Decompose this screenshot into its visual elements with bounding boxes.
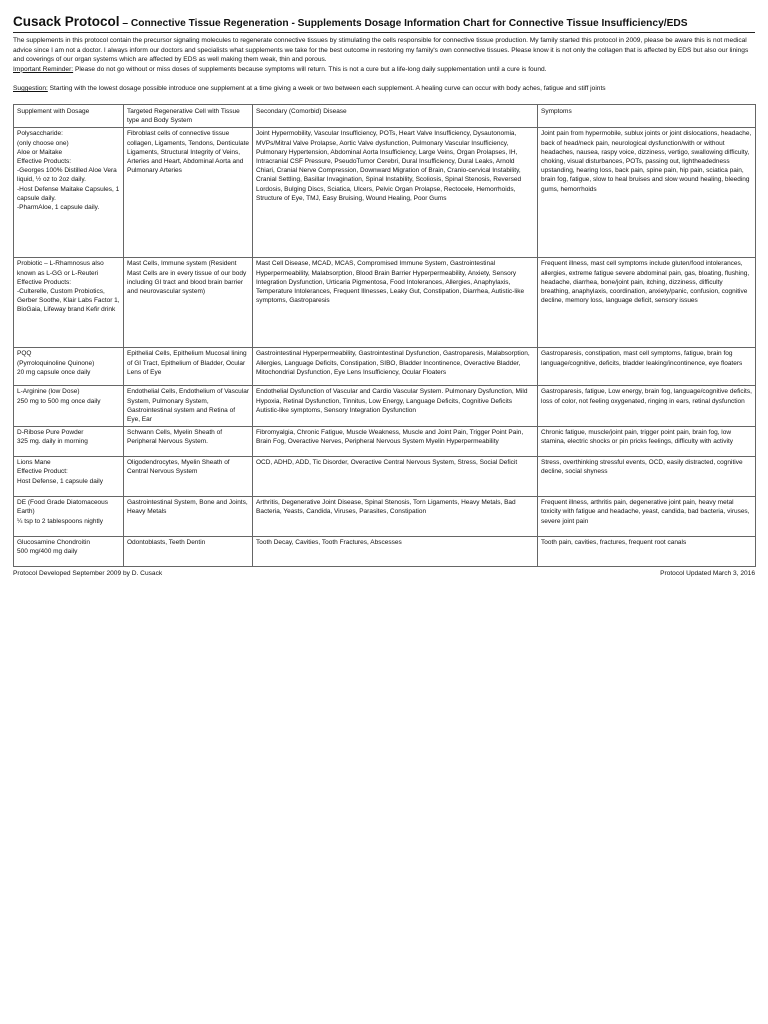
supplement-line: (Pyrroloquinoline Quinone) (17, 359, 95, 367)
intro-paragraph (13, 36, 755, 74)
header-supplement: Supplement with Dosage (14, 104, 124, 127)
supplement-line: 250 mg to 500 mg once daily (17, 397, 101, 405)
supplement-cell (14, 457, 124, 497)
disease-cell: OCD, ADHD, ADD, Tic Disorder, Overactive Central Nervous System, Stress, Social Deficit (253, 457, 538, 497)
supplement-line: -Host Defense Maitake Capsules, 1 capsule daily. (17, 185, 120, 202)
title-sub: – Connective Tissue Regeneration - Supplements Dosage Information Chart for Connective Tissue Insufficiency/EDS (119, 18, 688, 29)
supplement-cell (14, 497, 124, 537)
supplement-line: (only choose one) (17, 139, 69, 147)
supplement-line: -PharmAloe, 1 capsule daily. (17, 204, 100, 211)
supplement-cell (14, 128, 124, 258)
footer-right: Protocol Updated March 3, 2016 (660, 570, 755, 578)
document-title (13, 14, 755, 33)
header-disease: Secondary (Comorbid) Disease (253, 104, 538, 127)
symptoms-cell: Gastroparesis, constipation, mast cell symptoms, fatigue, brain fog language/cognitive, deficits, bladder leaking/incontinence, eye floaters (538, 348, 756, 386)
supplement-line: Host Defense, 1 capsule daily (17, 477, 103, 485)
symptoms-cell: Frequent illness, mast cell symptoms include gluten/food intolerances, allergies, extreme fatigue severe abdominal pain, gas, bloating, flushing, headache, diarrhea, bone/joint pain, itching, dizziness, difficulty breathing, anaphylaxis, coordination, anxiety/panic, confusion, cognitive decline, memory loss, language deficit, sensory issues (538, 258, 756, 348)
supplement-line: Effective Products: (17, 157, 72, 165)
table-header-row (14, 104, 756, 127)
supplement-cell (14, 348, 124, 386)
target-cell: Schwann Cells, Myelin Sheath of Peripheral Nervous System. (124, 427, 253, 457)
supplement-line: -Culterelle, Custom Probiotics, Gerber Soothe, Klair Labs Factor 1, BioGaia, Lifeway brand Kefir drink (17, 287, 120, 314)
supplement-line: DE (Food Grade Diatomaceous Earth) (17, 499, 109, 516)
disease-cell: Joint Hypermobility, Vascular Insufficiency, POTs, Heart Valve Insufficiency, Dysautonomia, MVPs/Mitral Valve Prolapse, Aortic Valve dysfunction, Pulmonary Vascular Insufficiency, Pulmonary Hypertension, Abdominal Aorta Insufficiency, Large Veins, Organ Prolapses, IH, Intracranial CSF Pressure, PseudoTumor Cerebri, Dural Insufficiency, Dural Leaks, Arnold Chiari, Cranial Nerve Compression, Downward Migration of Brain, Cranio-cervical Instability, Cranial Settling, Basillar Invagination, Spinal Instability, Scoliosis, Spinal Stenosis, Reversed Lordosis, Bulging Discs, Sciatica, Ulcers, Pelvic Organ Prolapse, Rectocele, Hemorrhoids, Structure of Eye, TMJ, Easy Bruising, Wound Healing, Poor Gums (253, 128, 538, 258)
disease-cell: Fibromyalgia, Chronic Fatigue, Muscle Weakness, Muscle and Joint Pain, Trigger Point Pain, Brain Fog, Overactive Nerves, Peripheral Nervous System Myelin Hyperpermeability (253, 427, 538, 457)
table-row (14, 386, 756, 427)
target-cell: Gastrointestinal System, Bone and Joints, Heavy Metals (124, 497, 253, 537)
table-row (14, 348, 756, 386)
footer (13, 570, 755, 577)
title-main: Cusack Protocol (13, 14, 120, 29)
target-cell: Oligodendrocytes, Myelin Sheath of Central Nervous System (124, 457, 253, 497)
header-target-cell: Targeted Regenerative Cell with Tissue type and Body System (124, 104, 253, 127)
table-row (14, 427, 756, 457)
supplement-cell (14, 258, 124, 348)
disease-cell: Arthritis, Degenerative Joint Disease, Spinal Stenosis, Torn Ligaments, Heavy Metals, Bad Bacteria, Yeasts, Candida, Viruses, Parasites, Constipation (253, 497, 538, 537)
disease-cell: Gastrointestinal Hyperpermeability, Gastrointestinal Dysfunction, Gastroparesis, Malabsorption, Allergies, Language Deficits, Constipation, SIBO, Bladder Incontinence, Overactive Bladder, Mitochondrial Dysfunction, Eye Lens Insufficiency, Ocular Floaters (253, 348, 538, 386)
symptoms-cell: Chronic fatigue, muscle/joint pain, trigger point pain, brain fog, low stamina, electric shocks or pin pricks feelings, difficulty with activity (538, 427, 756, 457)
reminder-label: Important Reminder: (13, 65, 74, 73)
supplement-line: L-Arginine (low Dose) (17, 388, 80, 396)
supplement-line: -Georges 100% Distilled Aloe Vera liquid, ½ oz to 2oz daily. (17, 167, 117, 184)
table-row (14, 128, 756, 258)
suggestion-label: Suggestion: (13, 85, 48, 93)
table-body (14, 128, 756, 567)
supplement-cell (14, 537, 124, 567)
table-row (14, 537, 756, 567)
supplement-line: Lions Mane (17, 459, 51, 467)
target-cell: Mast Cells, Immune system (Resident Mast Cells are in every tissue of our body including GI tract and blood brain barrier and neurovascular system) (124, 258, 253, 348)
supplement-cell (14, 427, 124, 457)
symptoms-cell: Gastroparesis, fatigue, Low energy, brain fog, language/cognitive deficits, loss of color, not feeling oxygenated, ringing in ears, retinal dysfunction (538, 386, 756, 427)
intro-text: The supplements in this protocol contain the precursor signaling molecules to regenerate connective tissues by stimulating the cells responsible for connective tissue production. My family started this protocol in 2009, please be aware this is not medical advice since I am not a doctor. I always inform our doctors and specialists what supplements we take for the best outcome in restoring my family's own connective tissues. Please know it is not only the collagen that is affected by EDS but also our linings and coverings of our organ systems which are affected by EDS as well making them weak, thin and porous. (13, 37, 749, 64)
supplement-line: 20 mg capsule once daily (17, 368, 91, 376)
supplement-line: 500 mg/400 mg daily (17, 548, 78, 556)
supplement-line: Aloe or Maitake (17, 148, 63, 156)
supplement-cell (14, 386, 124, 427)
disease-cell: Endothelial Dysfunction of Vascular and Cardio Vascular System. Pulmonary Dysfunction, Mild Hypoxia, Retinal Dysfunction, Tinnitus, Low Energy, Language Deficits, Cognitive Deficits Autistic-like symptoms, Sensory Integration Dysfunction (253, 386, 538, 427)
supplement-line: Polysaccharide: (17, 130, 63, 138)
suggestion-paragraph (13, 84, 755, 94)
dosage-table (13, 104, 756, 567)
supplement-line: Effective Product: (17, 468, 68, 476)
disease-cell: Tooth Decay, Cavities, Tooth Fractures, Abscesses (253, 537, 538, 567)
symptoms-cell: Stress, overthinking stressful events, OCD, easily distracted, cognitive decline, social shyness (538, 457, 756, 497)
document-page (13, 14, 755, 577)
supplement-line: D-Ribose Pure Powder (17, 429, 84, 437)
symptoms-cell: Tooth pain, cavities, fractures, frequent root canals (538, 537, 756, 567)
supplement-line: Effective Products: (17, 278, 72, 286)
suggestion-text: Starting with the lowest dosage possible introduce one supplement at a time giving a week or two between each supplement. A healing curve can occur with body aches, fatigue and stiff joints (47, 85, 606, 93)
symptoms-cell: Frequent illness, arthritis pain, degenerative joint pain, heavy metal toxicity with fatigue and headache, yeast, candida, bad bacteria, viruses, severe joint pain (538, 497, 756, 537)
target-cell: Endothelial Cells, Endothelium of Vascular System, Pulmonary System, Gastrointestinal system and Retina of Eye, Ear (124, 386, 253, 427)
supplement-line: Probiotic – L-Rhamnosus also known as L-GG or L-Reuteri (17, 260, 104, 277)
target-cell: Fibroblast cells of connective tissue collagen, Ligaments, Tendons, Denticulate Ligaments, Structural Integrity of Veins, Arteries and Heart, Abdominal Aorta and Pulmonary Arteries (124, 128, 253, 258)
header-symptoms: Symptoms (538, 104, 756, 127)
reminder-text: Please do not go without or miss doses of supplements because symptoms will return. This is not a cure but a life-long daily supplementation until a cure is found. (73, 65, 547, 73)
footer-left: Protocol Developed September 2009 by D. Cusack (13, 570, 163, 578)
disease-cell: Mast Cell Disease, MCAD, MCAS, Compromised Immune System, Gastrointestinal Hyperpermeability, Malabsorption, Blood Brain Barrier Hyperpermeability, Anxiety, Sensory Integration Dysfunction, Urticaria Pigmentosa, Food Intolerances, Allergies, Anaphylaxis, Temperature Intolerances, Frequent Illnesses, Leaky Gut, Constipation, Diarrhea, Autistic-like symptoms, Gastroparesis (253, 258, 538, 348)
supplement-line: Glucosamine Chondroitin (17, 539, 90, 547)
supplement-line: 325 mg. daily in morning (17, 438, 88, 446)
symptoms-cell: Joint pain from hypermobile, sublux joints or joint dislocations, headache, back of head/neck pain, neurological dysfunction/with or without headaches, nausea, raspy voice, dizziness, vertigo, swallowing difficulty, choking, visual disturbances, POTs, passing out, lightheadedness upstanding, hearing loss, back pain, spine pain, hip pain, sciatica pain, brain fog, fatigue, slow to heal bruises and slow wound healing, bleeding gums, hemorrhoids (538, 128, 756, 258)
target-cell: Epithelial Cells, Epithelium Mucosal lining of GI Tract, Epithelium of Bladder, Ocular Lens of Eye (124, 348, 253, 386)
supplement-line: ¼ tsp to 2 tablespoons nightly (17, 517, 104, 525)
target-cell: Odontoblasts, Teeth Dentin (124, 537, 253, 567)
supplement-line: PQQ (17, 350, 32, 358)
table-row (14, 497, 756, 537)
table-row (14, 258, 756, 348)
table-row (14, 457, 756, 497)
